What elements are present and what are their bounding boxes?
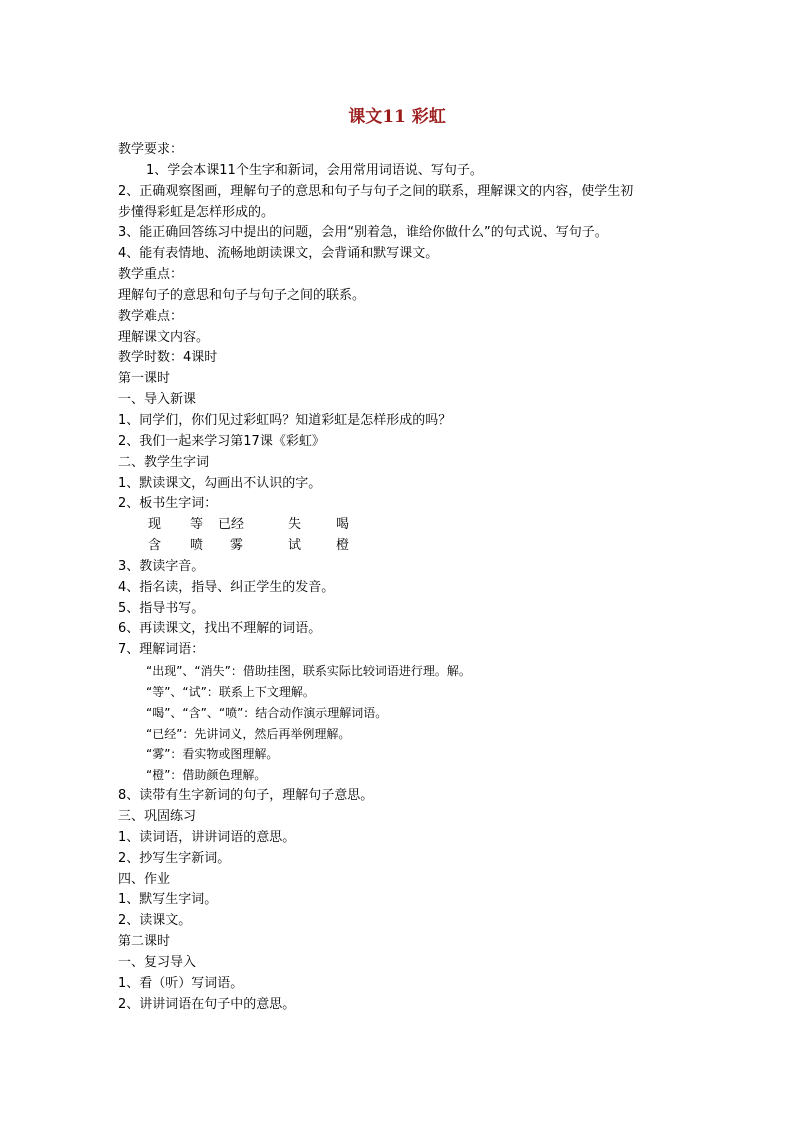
vocab-char: 失	[288, 517, 302, 533]
vocab-char: 含	[148, 538, 162, 554]
text-line: 教学重点：	[118, 267, 184, 283]
text-line: “橙”：借助颜色理解。	[146, 768, 267, 783]
text-line: 6、再读课文，找出不理解的词语。	[118, 621, 322, 637]
text-line: 3、教读字音。	[118, 558, 205, 574]
vocab-char: 已经	[218, 517, 245, 533]
text-line: 4、指名读，指导、纠正学生的发音。	[118, 579, 335, 595]
text-line: 理解句子的意思和句子与句子之间的联系。	[118, 287, 366, 303]
text-line: 1、看（听）写词语。	[118, 975, 244, 991]
text-line: 教学难点：	[118, 308, 184, 324]
text-line: 2、抄写生字新词。	[118, 850, 231, 866]
text-line: 2、读课文。	[118, 913, 192, 929]
text-line: 理解课文内容。	[118, 329, 210, 345]
lesson-text-part-1	[118, 140, 678, 515]
text-line: 一、导入新课	[118, 392, 197, 408]
text-line: 三、巩固练习	[118, 809, 197, 824]
vocab-char: 喝	[336, 517, 350, 533]
vocab-char: 试	[288, 538, 302, 554]
vocab-char: 现	[148, 517, 162, 533]
text-line: “出现”、“消失”：借助挂图，联系实际比较词语进行理。解。	[146, 664, 471, 679]
text-line: 第一课时	[118, 371, 171, 387]
text-line: 教学时数：4课时	[118, 350, 218, 366]
vocab-row-2	[118, 536, 678, 557]
vocab-char: 喷	[190, 538, 204, 554]
text-line: 1、默读课文，勾画出不认识的字。	[118, 475, 322, 491]
text-line: “已经”：先讲词义，然后再举例理解。	[146, 726, 351, 741]
text-line: 1、同学们，你们见过彩虹吗？知道彩虹是怎样形成的吗？	[118, 412, 452, 428]
lesson-text-part-2	[118, 557, 678, 1016]
text-line: 第二课时	[118, 934, 171, 950]
text-line: 8、读带有生字新词的句子，理解句子意思。	[118, 788, 374, 804]
text-line: 7、理解词语：	[118, 642, 205, 658]
vocab-char: 橙	[336, 538, 350, 554]
text-line: 二、教学生字词	[118, 454, 210, 470]
vocab-char: 雾	[230, 538, 244, 554]
text-line: 四、作业	[118, 871, 171, 887]
text-line: “喝”、“含”、“喷”：结合动作演示理解词语。	[146, 705, 388, 720]
vocab-row-1	[118, 515, 678, 536]
text-line: 一、复习导入	[118, 954, 197, 970]
text-line: 1、默写生字词。	[118, 892, 218, 908]
text-line: 2、板书生字词：	[118, 496, 218, 512]
document-title: 课文11 彩虹	[348, 107, 446, 127]
text-line: “等”、“试”：联系上下文理解。	[146, 684, 315, 699]
text-line: 5、指导书写。	[118, 600, 205, 616]
text-line: 1、读词语，讲讲词语的意思。	[118, 829, 296, 845]
text-line: 3、能正确回答练习中提出的问题，会用“别着急，谁给你做什么”的句式说、写句子。	[118, 225, 608, 241]
text-line: 步懂得彩虹是怎样形成的。	[118, 204, 275, 220]
vocab-char: 等	[190, 517, 204, 533]
document-body	[118, 140, 678, 1015]
text-line: 2、正确观察图画，理解句子的意思和句子与句子之间的联系，理解课文的内容，使学生初	[118, 183, 634, 199]
text-line: 2、讲讲词语在句子中的意思。	[118, 996, 296, 1012]
text-line: 2、我们一起来学习第17课《彩虹》	[118, 433, 325, 449]
text-line: 1、学会本课11个生字和新词，会用常用词语说、写句子。	[146, 162, 483, 178]
text-line: 4、能有表情地、流畅地朗读课文，会背诵和默写课文。	[118, 246, 439, 262]
text-line: “雾”：看实物或图理解。	[146, 747, 279, 762]
text-line: 教学要求：	[118, 142, 184, 157]
